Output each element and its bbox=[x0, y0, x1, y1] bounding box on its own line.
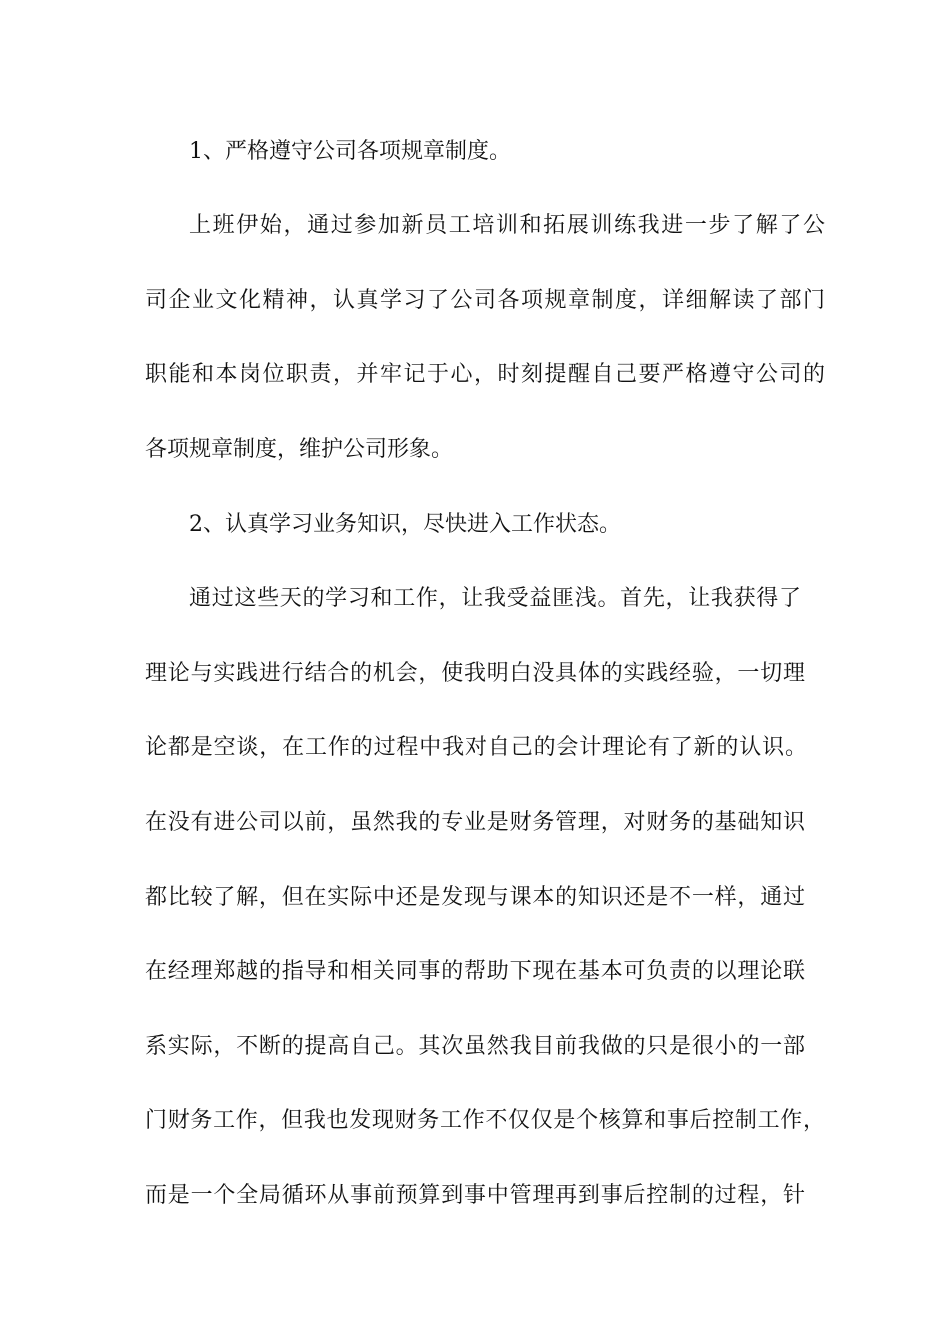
paragraph-line: 上班伊始，通过参加新员工培训和拓展训练我进一步了解了公 bbox=[189, 213, 825, 238]
paragraph-line: 都比较了解，但在实际中还是发现与课本的知识还是不一样，通过 bbox=[145, 885, 805, 910]
paragraph-line: 门财务工作，但我也发现财务工作不仅仅是个核算和事后控制工作， bbox=[145, 1108, 825, 1133]
paragraph-line: 通过这些天的学习和工作，让我受益匪浅。首先，让我获得了 bbox=[189, 586, 801, 611]
paragraph-line: 论都是空谈，在工作的过程中我对自己的会计理论有了新的认识。 bbox=[145, 735, 807, 760]
paragraph-line: 在经理郑越的指导和相关同事的帮助下现在基本可负责的以理论联 bbox=[145, 959, 805, 984]
paragraph-line: 在没有进公司以前，虽然我的专业是财务管理，对财务的基础知识 bbox=[145, 810, 805, 835]
paragraph-line: 而是一个全局循环从事前预算到事中管理再到事后控制的过程，针 bbox=[145, 1183, 805, 1208]
section-heading-1: 1、严格遵守公司各项规章制度。 bbox=[189, 139, 511, 164]
paragraph-line: 理论与实践进行结合的机会，使我明白没具体的实践经验，一切理 bbox=[145, 661, 805, 686]
section-heading-2: 2、认真学习业务知识，尽快进入工作状态。 bbox=[189, 512, 621, 537]
paragraph-line: 职能和本岗位职责，并牢记于心，时刻提醒自己要严格遵守公司的 bbox=[145, 362, 825, 387]
paragraph-line: 各项规章制度，维护公司形象。 bbox=[145, 437, 454, 462]
paragraph-line: 系实际，不断的提高自己。其次虽然我目前我做的只是很小的一部 bbox=[145, 1034, 805, 1059]
paragraph-line: 司企业文化精神，认真学习了公司各项规章制度，详细解读了部门 bbox=[145, 288, 825, 313]
